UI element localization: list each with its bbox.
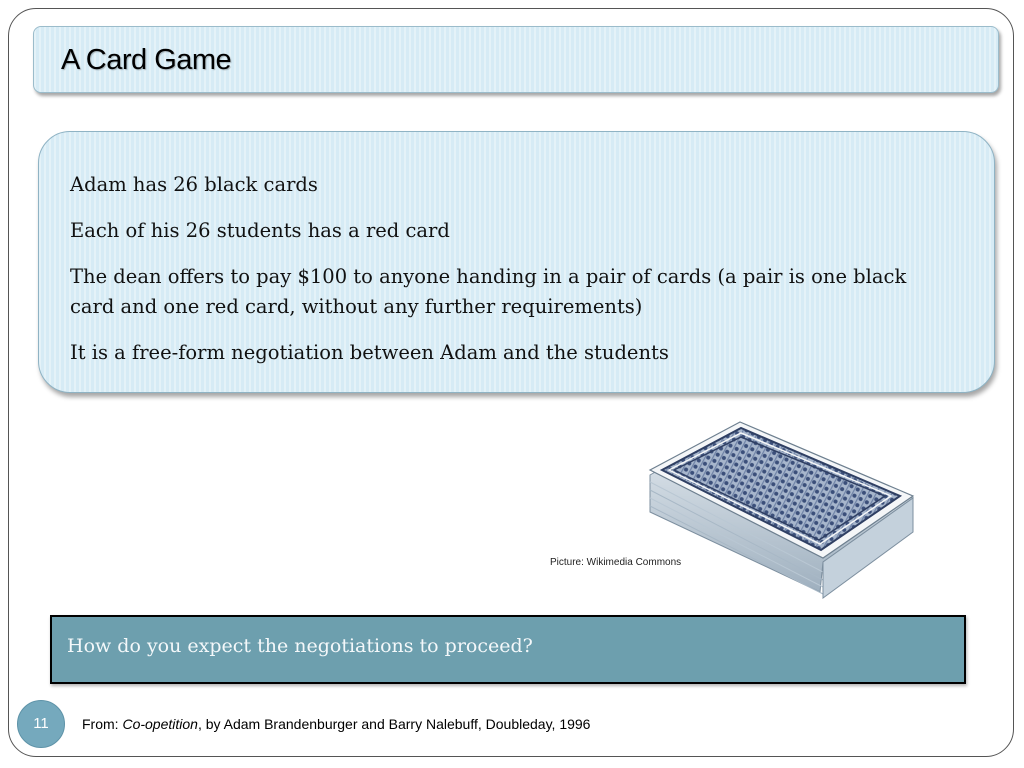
card-deck-image bbox=[645, 420, 920, 605]
question-text: How do you expect the negotiations to proceed? bbox=[67, 635, 533, 657]
source-details: , by Adam Brandenburger and Barry Nalebuff, Doubleday, 1996 bbox=[197, 716, 591, 732]
content-box bbox=[38, 131, 995, 393]
bullet-item: Adam has 26 black cards bbox=[70, 173, 318, 196]
bullet-list bbox=[70, 170, 950, 384]
image-caption: Picture: Wikimedia Commons bbox=[550, 557, 682, 568]
card-deck-picture bbox=[645, 420, 920, 605]
bullet-item: The dean offers to pay $100 to anyone handing in a pair of cards (a pair is one black card and one red card, without any further requirements) bbox=[70, 265, 907, 318]
question-box bbox=[50, 615, 966, 684]
bullet-item: Each of his 26 students has a red card bbox=[70, 219, 450, 242]
bullet-item: It is a free-form negotiation between Adam and the students bbox=[70, 341, 669, 364]
source-prefix: From: bbox=[82, 716, 123, 732]
source-citation bbox=[82, 716, 590, 732]
page-number-badge: 11 bbox=[17, 700, 65, 748]
title-bar bbox=[33, 26, 999, 93]
slide-title: A Card Game bbox=[61, 44, 232, 76]
source-title: Co-opetition bbox=[122, 716, 198, 732]
